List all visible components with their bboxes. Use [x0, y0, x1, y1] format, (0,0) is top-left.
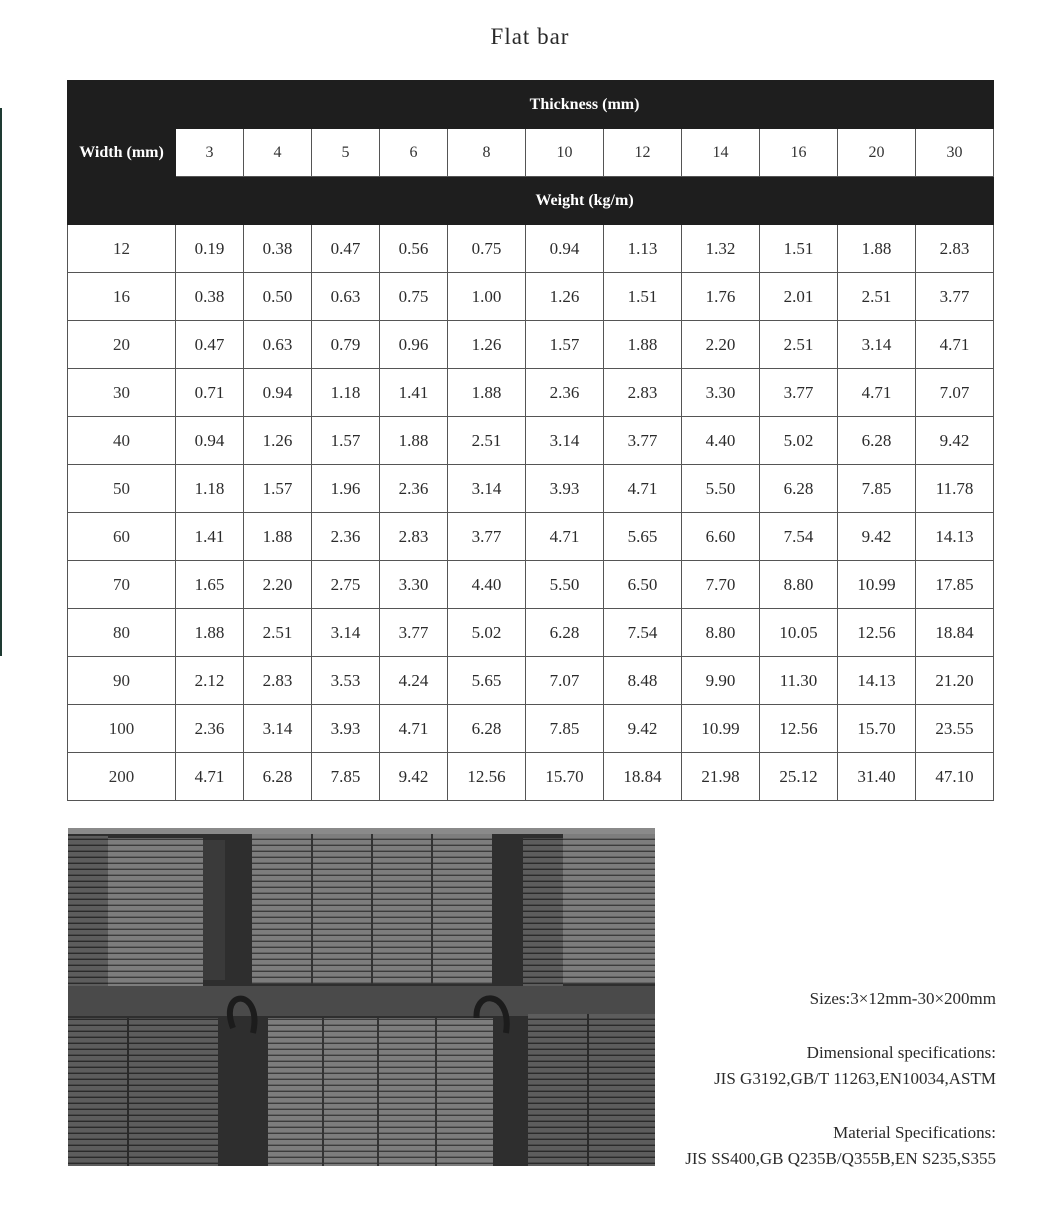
weight-cell: 3.77 — [916, 273, 994, 321]
weight-cell: 9.42 — [838, 513, 916, 561]
table-row — [68, 657, 994, 705]
weight-cell: 6.60 — [682, 513, 760, 561]
thickness-cell: 12 — [604, 129, 682, 177]
weight-cell: 1.18 — [312, 369, 380, 417]
weight-cell: 1.26 — [526, 273, 604, 321]
weight-cell: 6.28 — [526, 609, 604, 657]
width-cell: 90 — [68, 657, 176, 705]
width-cell: 200 — [68, 753, 176, 801]
weight-cell: 5.50 — [526, 561, 604, 609]
weight-cell: 3.30 — [682, 369, 760, 417]
weight-cell: 1.13 — [604, 225, 682, 273]
weight-cell: 1.41 — [176, 513, 244, 561]
weight-cell: 2.36 — [176, 705, 244, 753]
weight-cell: 1.88 — [448, 369, 526, 417]
weight-cell: 2.51 — [244, 609, 312, 657]
weight-cell: 3.14 — [526, 417, 604, 465]
width-cell: 80 — [68, 609, 176, 657]
weight-cell: 1.26 — [448, 321, 526, 369]
page-title: Flat bar — [490, 24, 570, 49]
weight-cell: 6.28 — [838, 417, 916, 465]
table-row — [68, 705, 994, 753]
thickness-cell: 16 — [760, 129, 838, 177]
weight-cell: 1.51 — [604, 273, 682, 321]
weight-cell: 1.51 — [760, 225, 838, 273]
width-cell: 70 — [68, 561, 176, 609]
table-row — [68, 321, 994, 369]
weight-cell: 7.54 — [604, 609, 682, 657]
weight-cell: 1.57 — [312, 417, 380, 465]
weight-cell: 2.75 — [312, 561, 380, 609]
material-spec-value: JIS SS400,GB Q235B/Q355B,EN S235,S355 — [685, 1149, 996, 1168]
weight-cell: 4.40 — [682, 417, 760, 465]
dimensional-spec-value: JIS G3192,GB/T 11263,EN10034,ASTM — [714, 1069, 996, 1088]
weight-cell: 2.83 — [604, 369, 682, 417]
weight-cell: 6.28 — [760, 465, 838, 513]
thickness-cell: 4 — [244, 129, 312, 177]
width-cell: 20 — [68, 321, 176, 369]
weight-cell: 1.76 — [682, 273, 760, 321]
weight-cell: 6.28 — [448, 705, 526, 753]
weight-cell: 1.32 — [682, 225, 760, 273]
weight-header: Weight (kg/m) — [176, 177, 994, 225]
table-row — [68, 369, 994, 417]
weight-cell: 2.51 — [760, 321, 838, 369]
weight-cell: 0.50 — [244, 273, 312, 321]
weight-cell: 1.88 — [176, 609, 244, 657]
weight-cell: 2.20 — [244, 561, 312, 609]
weight-cell: 2.83 — [916, 225, 994, 273]
weight-cell: 10.05 — [760, 609, 838, 657]
weight-cell: 0.63 — [312, 273, 380, 321]
weight-cell: 12.56 — [838, 609, 916, 657]
weight-cell: 6.50 — [604, 561, 682, 609]
weight-cell: 9.42 — [604, 705, 682, 753]
table-row — [68, 513, 994, 561]
thickness-cell: 5 — [312, 129, 380, 177]
weight-cell: 1.88 — [380, 417, 448, 465]
weight-cell: 0.19 — [176, 225, 244, 273]
weight-cell: 2.36 — [312, 513, 380, 561]
weight-cell: 14.13 — [916, 513, 994, 561]
weight-cell: 3.77 — [604, 417, 682, 465]
material-spec-label: Material Specifications: — [833, 1123, 996, 1142]
weight-cell: 5.02 — [448, 609, 526, 657]
thickness-header: Thickness (mm) — [176, 81, 994, 129]
table-row — [68, 417, 994, 465]
weight-cell: 2.83 — [380, 513, 448, 561]
weight-cell: 1.26 — [244, 417, 312, 465]
weight-cell: 1.88 — [604, 321, 682, 369]
weight-cell: 10.99 — [838, 561, 916, 609]
weight-cell: 17.85 — [916, 561, 994, 609]
weight-cell: 1.57 — [526, 321, 604, 369]
width-header: Width (mm) — [68, 81, 176, 225]
table-row — [68, 225, 994, 273]
weight-cell: 5.65 — [604, 513, 682, 561]
weight-cell: 14.13 — [838, 657, 916, 705]
weight-cell: 4.71 — [380, 705, 448, 753]
weight-cell: 1.18 — [176, 465, 244, 513]
weight-cell: 0.75 — [448, 225, 526, 273]
weight-cell: 1.57 — [244, 465, 312, 513]
weight-cell: 10.99 — [682, 705, 760, 753]
table-row — [68, 561, 994, 609]
weight-cell: 11.78 — [916, 465, 994, 513]
thickness-cell: 3 — [176, 129, 244, 177]
flat-bar-weight-table — [67, 80, 994, 801]
weight-cell: 0.79 — [312, 321, 380, 369]
weight-cell: 2.83 — [244, 657, 312, 705]
weight-cell: 8.48 — [604, 657, 682, 705]
weight-cell: 4.24 — [380, 657, 448, 705]
table-row — [68, 465, 994, 513]
weight-cell: 0.56 — [380, 225, 448, 273]
thickness-cell: 6 — [380, 129, 448, 177]
sizes-text: Sizes:3×12mm-30×200mm — [809, 989, 996, 1008]
thickness-cell: 14 — [682, 129, 760, 177]
weight-cell: 25.12 — [760, 753, 838, 801]
width-cell: 12 — [68, 225, 176, 273]
weight-cell: 0.94 — [526, 225, 604, 273]
weight-cell: 3.30 — [380, 561, 448, 609]
weight-cell: 3.77 — [448, 513, 526, 561]
weight-cell: 7.85 — [526, 705, 604, 753]
weight-cell: 7.85 — [312, 753, 380, 801]
weight-cell: 0.94 — [244, 369, 312, 417]
width-cell: 30 — [68, 369, 176, 417]
left-edge-rule — [0, 108, 2, 656]
weight-cell: 6.28 — [244, 753, 312, 801]
width-cell: 50 — [68, 465, 176, 513]
dimensional-spec-label: Dimensional specifications: — [806, 1043, 996, 1062]
weight-cell: 3.14 — [244, 705, 312, 753]
thickness-cell: 20 — [838, 129, 916, 177]
weight-cell: 15.70 — [838, 705, 916, 753]
weight-cell: 12.56 — [448, 753, 526, 801]
weight-cell: 15.70 — [526, 753, 604, 801]
weight-cell: 21.20 — [916, 657, 994, 705]
weight-cell: 0.75 — [380, 273, 448, 321]
thickness-values-row — [68, 129, 994, 177]
weight-cell: 0.47 — [176, 321, 244, 369]
weight-cell: 2.01 — [760, 273, 838, 321]
weight-cell: 7.54 — [760, 513, 838, 561]
thickness-cell: 10 — [526, 129, 604, 177]
weight-cell: 1.00 — [448, 273, 526, 321]
weight-cell: 0.47 — [312, 225, 380, 273]
weight-cell: 3.93 — [312, 705, 380, 753]
thickness-cell: 8 — [448, 129, 526, 177]
weight-cell: 3.14 — [838, 321, 916, 369]
weight-cell: 23.55 — [916, 705, 994, 753]
weight-cell: 7.07 — [916, 369, 994, 417]
weight-cell: 1.88 — [838, 225, 916, 273]
weight-cell: 7.07 — [526, 657, 604, 705]
weight-cell: 18.84 — [916, 609, 994, 657]
weight-cell: 47.10 — [916, 753, 994, 801]
weight-cell: 1.65 — [176, 561, 244, 609]
width-cell: 100 — [68, 705, 176, 753]
weight-cell: 0.94 — [176, 417, 244, 465]
table-row — [68, 273, 994, 321]
flat-bar-stack-photo — [68, 828, 655, 1166]
weight-cell: 31.40 — [838, 753, 916, 801]
weight-cell: 0.71 — [176, 369, 244, 417]
weight-cell: 3.77 — [760, 369, 838, 417]
weight-cell: 2.20 — [682, 321, 760, 369]
weight-cell: 2.51 — [448, 417, 526, 465]
weight-cell: 3.53 — [312, 657, 380, 705]
weight-cell: 8.80 — [682, 609, 760, 657]
weight-cell: 9.42 — [916, 417, 994, 465]
weight-cell: 1.41 — [380, 369, 448, 417]
weight-cell: 4.71 — [604, 465, 682, 513]
weight-cell: 4.71 — [838, 369, 916, 417]
table-row — [68, 753, 994, 801]
weight-cell: 9.42 — [380, 753, 448, 801]
weight-cell: 2.36 — [526, 369, 604, 417]
weight-cell: 18.84 — [604, 753, 682, 801]
weight-cell: 3.93 — [526, 465, 604, 513]
weight-cell: 3.14 — [312, 609, 380, 657]
weight-cell: 8.80 — [760, 561, 838, 609]
weight-cell: 4.71 — [526, 513, 604, 561]
weight-cell: 3.14 — [448, 465, 526, 513]
weight-cell: 1.88 — [244, 513, 312, 561]
weight-cell: 2.12 — [176, 657, 244, 705]
weight-cell: 4.71 — [916, 321, 994, 369]
weight-cell: 5.02 — [760, 417, 838, 465]
weight-cell: 0.96 — [380, 321, 448, 369]
weight-cell: 4.40 — [448, 561, 526, 609]
weight-cell: 0.38 — [244, 225, 312, 273]
weight-cell: 2.36 — [380, 465, 448, 513]
weight-cell: 5.50 — [682, 465, 760, 513]
weight-cell: 21.98 — [682, 753, 760, 801]
width-cell: 60 — [68, 513, 176, 561]
weight-cell: 12.56 — [760, 705, 838, 753]
width-cell: 40 — [68, 417, 176, 465]
width-cell: 16 — [68, 273, 176, 321]
weight-cell: 2.51 — [838, 273, 916, 321]
weight-cell: 7.70 — [682, 561, 760, 609]
weight-cell: 4.71 — [176, 753, 244, 801]
thickness-cell: 30 — [916, 129, 994, 177]
weight-cell: 7.85 — [838, 465, 916, 513]
weight-cell: 5.65 — [448, 657, 526, 705]
table-body — [68, 225, 994, 801]
weight-cell: 3.77 — [380, 609, 448, 657]
weight-cell: 0.63 — [244, 321, 312, 369]
weight-cell: 1.96 — [312, 465, 380, 513]
weight-cell: 0.38 — [176, 273, 244, 321]
weight-cell: 11.30 — [760, 657, 838, 705]
table-row — [68, 609, 994, 657]
weight-cell: 9.90 — [682, 657, 760, 705]
